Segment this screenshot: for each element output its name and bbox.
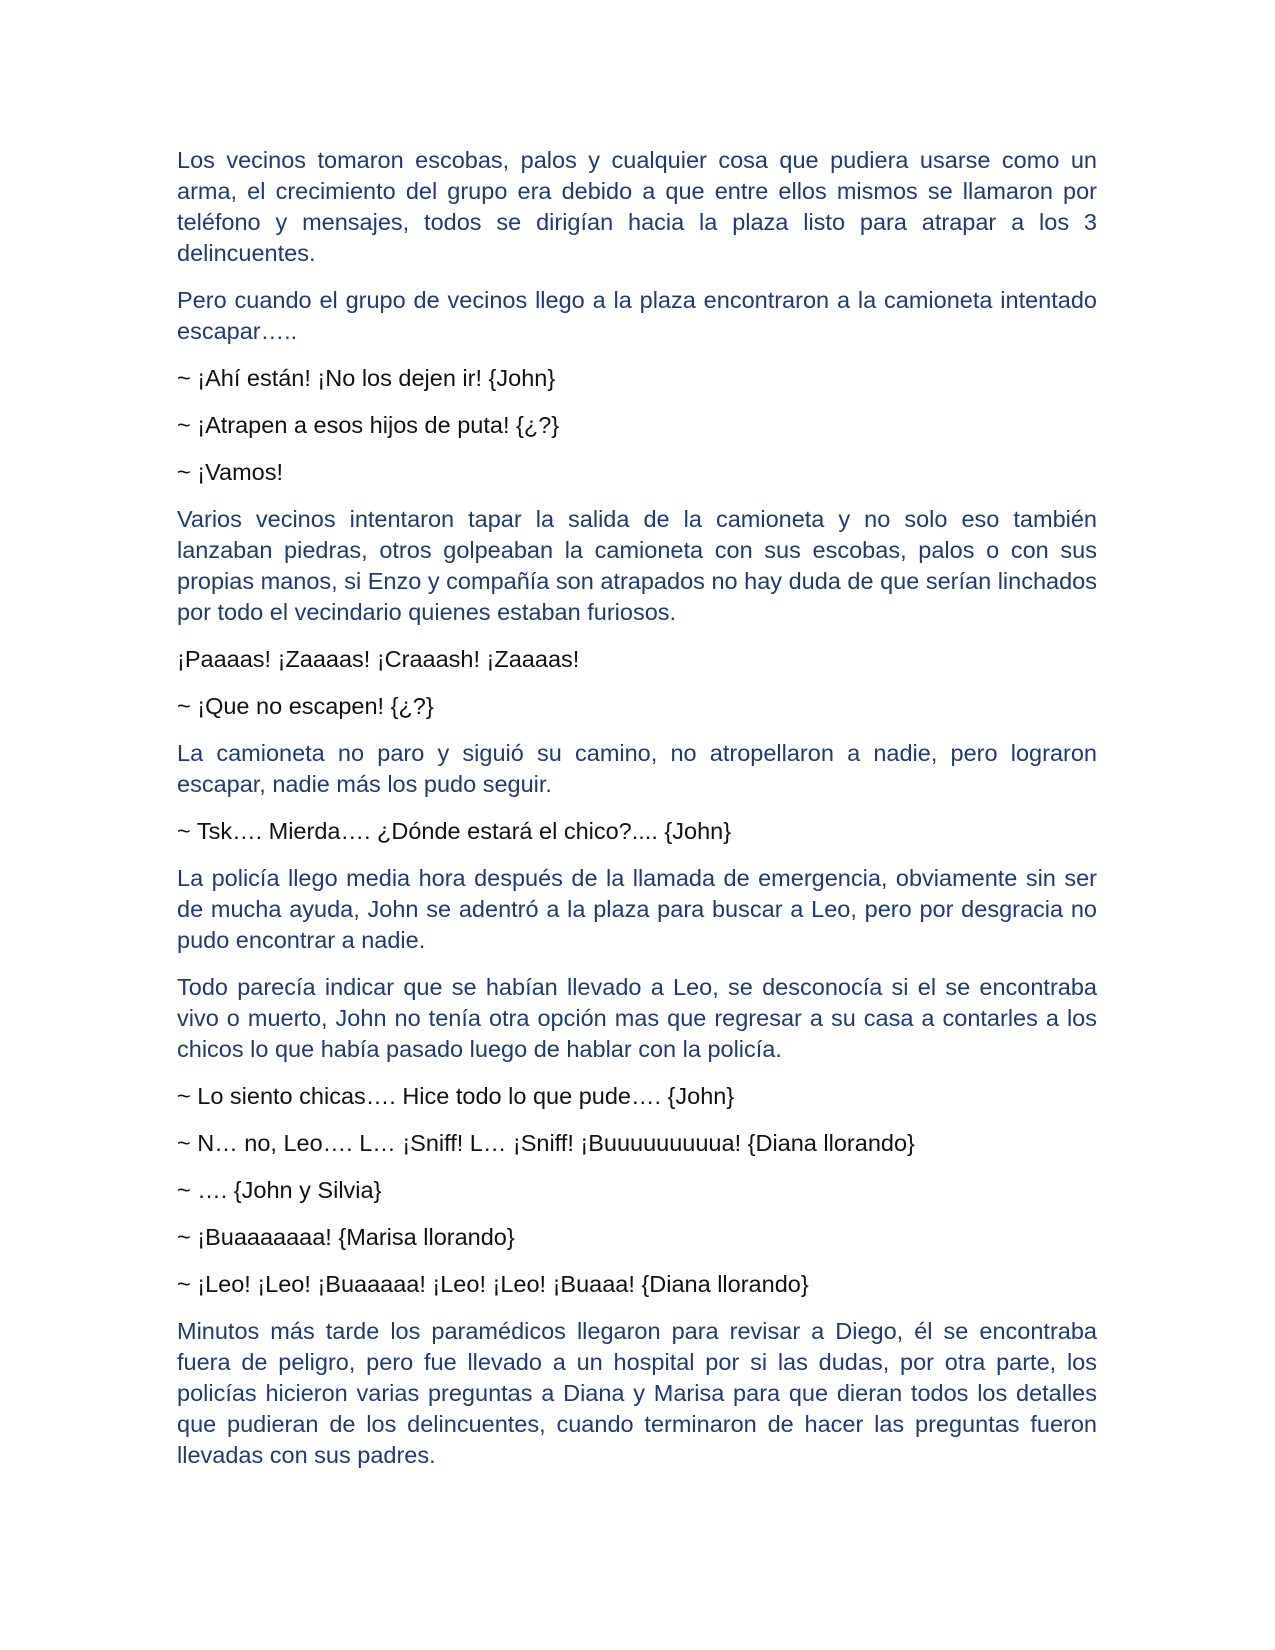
document-page [177,145,1097,1487]
dialogue-line: ~ …. {John y Silvia} [177,1177,382,1203]
dialogue-line: ~ ¡Ahí están! ¡No los dejen ir! {John} [177,365,556,391]
narration-paragraph: Varios vecinos intentaron tapar la salida de la camioneta y no solo eso también lanzaban piedras, otros golpeaban la camioneta con sus escobas, palos o con sus propias manos, si Enzo y compañía son atrapados no hay duda de que serían linchados por todo el vecindario quienes estaban furiosos. [177,506,1097,625]
dialogue-line: ~ Tsk…. Mierda…. ¿Dónde estará el chico?.... {John} [177,818,732,844]
narration-paragraph: Minutos más tarde los paramédicos llegaron para revisar a Diego, él se encontraba fuera de peligro, pero fue llevado a un hospital por si las dudas, por otra parte, los policías hicieron varias preguntas a Diana y Marisa para que dieran todos los detalles que pudieran de los delincuentes, cuando terminaron de hacer las preguntas fueron llevadas con sus padres. [177,1318,1097,1468]
dialogue-line: ~ ¡Leo! ¡Leo! ¡Buaaaaa! ¡Leo! ¡Leo! ¡Buaaa! {Diana llorando} [177,1271,809,1297]
dialogue-line: ~ Lo siento chicas…. Hice todo lo que pude…. {John} [177,1083,735,1109]
narration-paragraph: La policía llego media hora después de la llamada de emergencia, obviamente sin ser de mucha ayuda, John se adentró a la plaza para buscar a Leo, pero por desgracia no pudo encontrar a nadie. [177,865,1097,953]
dialogue-line: ~ ¡Vamos! [177,459,284,485]
narration-paragraph: Los vecinos tomaron escobas, palos y cualquier cosa que pudiera usarse como un arma, el crecimiento del grupo era debido a que entre ellos mismos se llamaron por teléfono y mensajes, todos se dirigían hacia la plaza listo para atrapar a los 3 delincuentes. [177,147,1097,266]
dialogue-line: ~ ¡Atrapen a esos hijos de puta! {¿?} [177,412,560,438]
dialogue-line: ~ ¡Que no escapen! {¿?} [177,693,434,719]
narration-paragraph: Pero cuando el grupo de vecinos llego a la plaza encontraron a la camioneta intentado escapar….. [177,287,1097,344]
narration-paragraph: Todo parecía indicar que se habían llevado a Leo, se desconocía si el se encontraba vivo o muerto, John no tenía otra opción mas que regresar a su casa a contarles a los chicos lo que había pasado luego de hablar con la policía. [177,974,1097,1062]
dialogue-line: ~ N… no, Leo…. L… ¡Sniff! L… ¡Sniff! ¡Buuuuuuuuua! {Diana llorando} [177,1130,915,1156]
narration-paragraph: La camioneta no paro y siguió su camino, no atropellaron a nadie, pero lograron escapar, nadie más los pudo seguir. [177,740,1097,797]
sound-effect-line: ¡Paaaas! ¡Zaaaas! ¡Craaash! ¡Zaaaas! [177,646,580,672]
dialogue-line: ~ ¡Buaaaaaaa! {Marisa llorando} [177,1224,515,1250]
